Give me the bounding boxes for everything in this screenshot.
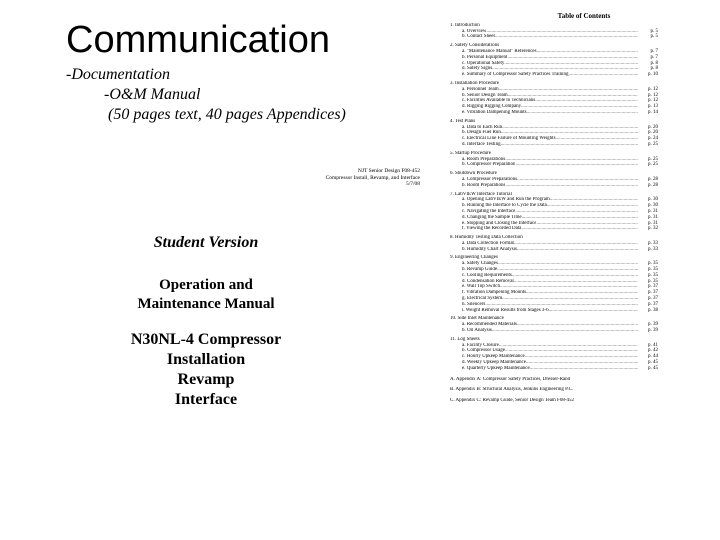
toc-entry-page: p. 14 — [648, 109, 658, 115]
toc-entry-label: b. Room Preparations — [462, 182, 506, 188]
toc-title: Table of Contents — [557, 12, 611, 20]
toc-entry-label: a. Room Preparations — [462, 156, 506, 162]
toc-entry-page: p. 7 — [650, 54, 658, 60]
cover-header-line: 5/7/08 — [405, 181, 420, 187]
toc-entry-page: p. 30 — [648, 203, 658, 209]
toc-entry — [450, 72, 658, 78]
toc-entry-label: a. "Maintenance Manual" References — [462, 48, 537, 54]
toc-entry-label: c. Hourly Upkeep Maintenance — [462, 354, 525, 360]
toc-entry-page: p. 31 — [648, 208, 658, 214]
toc-entry-label: e. Vibration Dampening Mounts — [462, 109, 527, 115]
toc-body — [450, 23, 658, 372]
toc-section-heading: 9. Engineering Changes — [450, 255, 498, 261]
toc-entry-page: p. 12 — [648, 98, 658, 104]
toc-section-heading: 3. Installation Procedure — [450, 80, 500, 86]
toc-entry — [450, 308, 658, 314]
toc-entry-label: d. Condensation Removal — [462, 278, 514, 284]
toc-entry — [450, 183, 658, 189]
toc-entry-label: a. Overview — [462, 28, 487, 34]
cover-header-line: NJT Senior Design F08-452 — [357, 168, 420, 174]
toc-entry-page: p. 33 — [648, 240, 658, 246]
toc-entry-page: p. 13 — [648, 104, 658, 110]
toc-entry-label: e. Quarterly Upkeep Maintenance — [462, 365, 530, 371]
toc-section-heading: 5. Startup Procedure — [450, 150, 491, 156]
toc-appendix: B. Appendix B: Structural Analysis, Jenkins Engineering P.C. — [450, 387, 574, 393]
manual-cover-page — [120, 160, 420, 530]
toc-entry-page: p. 37 — [648, 290, 658, 296]
toc-entry — [450, 366, 658, 372]
toc-entry — [450, 34, 658, 40]
toc-entry-label: c. Cooling Requirements — [462, 272, 512, 278]
toc-entry-page: p. 30 — [648, 197, 658, 203]
toc-entry-page: p. 8 — [650, 66, 658, 72]
toc-leader-dots — [549, 308, 638, 314]
toc-leader-dots — [530, 366, 638, 372]
toc-section — [450, 151, 658, 168]
toc-entry-label: d. Changing the Sample Time — [462, 214, 522, 220]
toc-entry-label: e. Wall Top Switch — [462, 284, 500, 290]
toc-entry-page: p. 41 — [648, 342, 658, 348]
toc-entry-page: p. 10 — [648, 72, 658, 78]
toc-entry-label: f. Viewing the Recorded Data — [462, 226, 522, 232]
toc-entry-page: p. 31 — [648, 214, 658, 220]
cover-subtitle-line: Interface — [174, 391, 238, 408]
toc-leader-dots — [492, 328, 638, 334]
toc-section — [450, 43, 658, 78]
toc-appendix: C. Appendix C: Revamp Guide, Senior Design Team F08-452 — [450, 398, 574, 404]
toc-entry-label: d. Interface Testing — [462, 141, 501, 147]
toc-entry-page: p. 37 — [648, 296, 658, 302]
toc-appendix: A. Appendix A: Compressor Safety Practices, Dresser-Rand — [450, 376, 571, 382]
toc-entry-label: a. Recommended Materials — [462, 322, 517, 328]
toc-entry-page: p. 39 — [648, 322, 658, 328]
toc-section — [450, 235, 658, 252]
toc-entry-page: p. 37 — [648, 301, 658, 307]
toc-entry — [450, 162, 658, 168]
toc-entry-label: c. Operational Safety — [462, 60, 505, 66]
toc-entry-label: b. Revamp Guide — [462, 267, 498, 273]
toc-entry-label: i. Weight Removal Results from Stages 3-6 — [462, 307, 549, 313]
toc-entry — [450, 328, 658, 334]
toc-entry-page: p. 42 — [648, 348, 658, 354]
toc-section — [450, 119, 658, 148]
toc-entry-page: p. 39 — [648, 328, 658, 334]
toc-section-heading: 2. Safety Considerations — [450, 43, 500, 49]
toc-entry-label: c. Navigating the Interface — [462, 208, 516, 214]
toc-entry-label: e. Summary of Compressor Safety Practices Training — [462, 72, 569, 78]
toc-entry-label: f. Vibration Dampening Mounts — [462, 290, 527, 296]
toc-entry-label: c. Electrical Line Failure of Mounting Weights — [462, 136, 556, 142]
toc-entry-page: p. 25 — [648, 162, 658, 168]
toc-entry-label: a. Safety Changes — [462, 261, 498, 267]
toc-entry-page: p. 38 — [648, 307, 658, 313]
toc-entry-page: p. 44 — [648, 354, 658, 360]
toc-entry-page: p. 20 — [648, 124, 658, 130]
toc-entry-page: p. 20 — [648, 130, 658, 136]
toc-entry-label: b. Oil Analysis — [462, 328, 492, 334]
toc-entry-page: p. 7 — [650, 48, 658, 54]
toc-section — [450, 255, 658, 313]
toc-entry-label: c. Facilities Available to Technicians — [462, 98, 536, 104]
toc-leader-dots — [517, 247, 638, 253]
cover-subtitle-line: Installation — [166, 351, 246, 368]
cover-subtitle-line: Revamp — [177, 371, 235, 388]
toc-leader-dots — [569, 72, 638, 78]
toc-entry-page: p. 35 — [648, 278, 658, 284]
toc-section-heading: 8. Humidity Testing Data Collection — [450, 235, 523, 241]
toc-leader-dots — [505, 183, 638, 189]
toc-entry-page: p. 35 — [648, 267, 658, 273]
toc-leader-dots — [527, 110, 638, 116]
bullet-page-count: (50 pages text, 40 pages Appendices) — [108, 106, 346, 123]
toc-entry-page: p. 31 — [648, 220, 658, 226]
toc-leader-dots — [521, 226, 638, 232]
toc-entry-label: b. Humidity Chart Analysis — [462, 246, 517, 252]
toc-section-heading: 11. Log Sheets — [450, 336, 480, 342]
toc-entry-page: p. 5 — [650, 34, 658, 40]
toc-leader-dots — [501, 142, 638, 148]
toc-section-heading: 7. LabVIEW Interface Tutorial — [450, 191, 512, 197]
toc-entry-page: p. 25 — [648, 141, 658, 147]
toc-entry-page: p. 5 — [650, 28, 658, 34]
toc-entry-label: b. Compressor Preparation — [462, 162, 516, 168]
toc-entry-page: p. 35 — [648, 272, 658, 278]
cover-title-line: Operation and — [159, 277, 253, 293]
toc-section — [450, 171, 658, 188]
toc-leader-dots — [515, 162, 638, 168]
bullet-documentation: -Documentation — [66, 66, 170, 83]
toc-appendices — [450, 377, 658, 404]
cover-title — [120, 276, 292, 314]
toc-section-heading: 4. Test Plans — [450, 118, 476, 124]
toc-entry — [450, 247, 658, 253]
toc-entry-label: a. Personnel Team — [462, 86, 499, 92]
toc-section-heading: 6. Shutdown Procedure — [450, 171, 497, 177]
toc-section — [450, 316, 658, 333]
toc-entry-page: p. 25 — [648, 156, 658, 162]
toc-entry-label: h. Silencers — [462, 301, 486, 307]
toc-entry-label: b. Compressor Usage — [462, 348, 505, 354]
toc-leader-dots — [495, 34, 638, 40]
table-of-contents-page — [450, 14, 658, 536]
toc-entry-page: p. 35 — [648, 261, 658, 267]
toc-entry-page: p. 37 — [648, 284, 658, 290]
toc-entry — [450, 226, 658, 232]
toc-entry — [450, 142, 658, 148]
cover-subtitle — [120, 330, 292, 410]
toc-entry-label: b. Design Fuel Run — [462, 130, 501, 136]
toc-entry-label: b. Senior Design Team — [462, 92, 508, 98]
toc-entry-label: a. Opening LabVIEW and Run the Program — [462, 197, 550, 203]
toc-entry-label: a. Data Collection Format — [462, 240, 514, 246]
toc-entry-label: a. Facility Closure — [462, 342, 499, 348]
cover-header — [220, 168, 420, 188]
toc-entry-page: p. 45 — [648, 365, 658, 371]
cover-subtitle-line: N30NL-4 Compressor — [130, 331, 282, 348]
toc-entry-page: p. 33 — [648, 246, 658, 252]
toc-entry-page: p. 12 — [648, 92, 658, 98]
toc-section-heading: 1. Introduction — [450, 22, 480, 28]
cover-header-line: Compressor Install, Revamp, and Interface — [325, 174, 420, 181]
toc-entry-page: p. 28 — [648, 182, 658, 188]
student-version-label: Student Version — [153, 234, 259, 251]
toc-entry-label: d. Safety Signs — [462, 66, 493, 72]
toc-entry-page: p. 24 — [648, 136, 658, 142]
toc-section — [450, 81, 658, 116]
toc-entry — [450, 110, 658, 116]
toc-entry-page: p. 12 — [648, 86, 658, 92]
toc-entry-label: b. Running the Interface to Cycle the Data — [462, 203, 547, 209]
toc-section — [450, 192, 658, 233]
toc-entry-label: g. Electrical System — [462, 296, 503, 302]
slide-title: Communication — [66, 19, 330, 61]
toc-entry-page: p. 45 — [648, 360, 658, 366]
toc-entry-page: p. 28 — [648, 176, 658, 182]
toc-entry-label: e. Stopping and Closing the Interface — [462, 220, 537, 226]
bullet-om-manual: -O&M Manual — [104, 86, 201, 103]
toc-entry-label: d. Weekly Upkeep Maintenance — [462, 360, 526, 366]
toc-entry-label: d. Rigging Rigging Company — [462, 104, 522, 110]
toc-entry-label: b. Personal Equipment — [462, 54, 508, 60]
toc-entry-page: p. 32 — [648, 226, 658, 232]
toc-entry-label: a. Data to Each Run — [462, 124, 503, 130]
toc-section — [450, 23, 658, 40]
toc-entry-label: a. Compressor Preparations — [462, 176, 518, 182]
toc-section — [450, 337, 658, 372]
toc-section-heading: 10. Side Inlet Maintenance — [450, 316, 504, 322]
toc-entry-page: p. 8 — [650, 60, 658, 66]
cover-title-line: Maintenance Manual — [137, 296, 275, 312]
toc-entry-label: b. Contact Sheet — [462, 34, 495, 40]
